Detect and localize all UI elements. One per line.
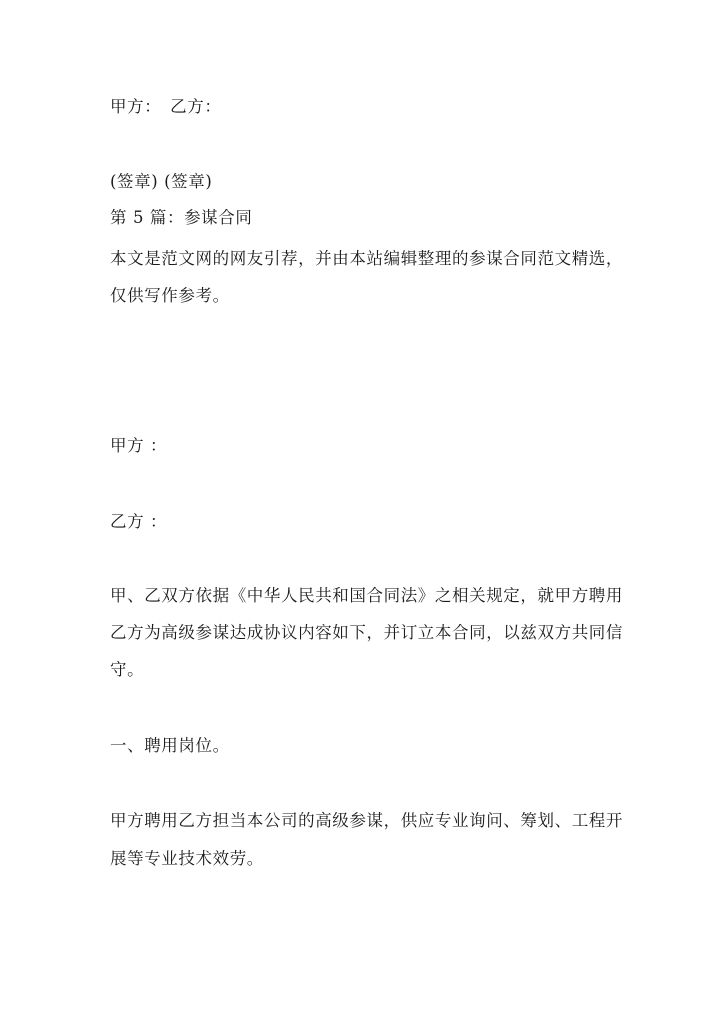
party-b-line: 乙方 ：	[110, 512, 168, 531]
agreement-paragraph-line-2: 乙方为高级参谋达成协议内容如下，并订立本合同，以兹双方共同信	[110, 623, 623, 642]
seal-line: (签章) (签章)	[110, 172, 213, 191]
agreement-paragraph-line-1: 甲、乙双方依据《中华人民共和国合同法》之相关规定，就甲方聘用	[110, 586, 623, 605]
party-signature-line: 甲方： 乙方：	[110, 97, 222, 116]
agreement-paragraph-line-3: 守。	[110, 660, 145, 679]
party-a-line: 甲方 ：	[110, 436, 168, 455]
intro-paragraph-line-1: 本文是范文网的网友引荐，并由本站编辑整理的参谋合同范文精选，	[110, 249, 623, 268]
clause-heading: 一、聘用岗位。	[110, 736, 230, 755]
clause-paragraph-line-2: 展等专业技术效劳。	[110, 849, 264, 868]
intro-paragraph-line-2: 仅供写作参考。	[110, 286, 230, 305]
section-heading: 第 5 篇：参谋合同	[110, 208, 253, 227]
clause-paragraph-line-1: 甲方聘用乙方担当本公司的高级参谋，供应专业询问、筹划、工程开	[110, 811, 623, 830]
